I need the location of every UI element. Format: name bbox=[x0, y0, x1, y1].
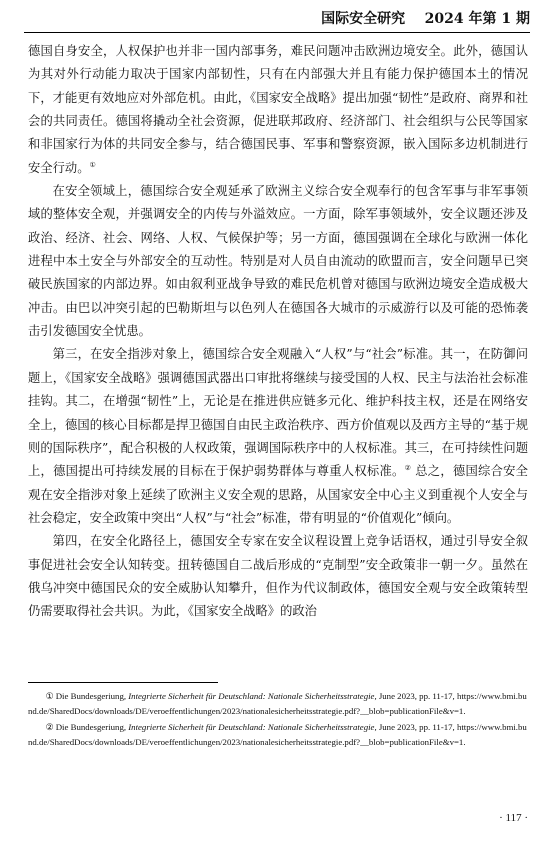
footnote-divider bbox=[28, 682, 218, 683]
footnote-title: Integrierte Sicherheit für Deutschland: Nationale Sicherheitsstrategie bbox=[128, 722, 375, 732]
footnotes bbox=[28, 689, 528, 751]
header-divider bbox=[24, 32, 530, 33]
paragraph-text: 在安全领域上，德国综合安全观延承了欧洲主义综合安全观奉行的包含军事与非军事领域的整体安全观，并强调安全的内传与外溢效应。一方面，除军事领域外，安全议题还涉及政治、经济、社会、网络、人权、气候保护等；另一方面，德国强调在全球化与欧洲一体化进程中本土安全与外部安全的互动性。特别是对人员自由流动的欧盟而言，安全问题早已突破民族国家的内部边界。如由叙利亚战争导致的难民危机曾对德国与欧洲边境安全造成极大冲击。由巴以冲突引起的巴勒斯坦与以色列人在德国各大城市的示威游行以及可能的恐怖袭击引发德国安全忧患。 bbox=[28, 184, 528, 339]
body-paragraph bbox=[28, 180, 528, 343]
paragraph-text: 第四，在安全化路径上，德国安全专家在安全议程设置上竞争话语权，通过引导安全叙事促进社会安全认知转变。扭转德国自二战后形成的“克制型”安全政策非一朝一夕。虽然在俄乌冲突中德国民众的安全威胁认知攀升，但作为代议制政体，德国安全观与安全政策转型仍需要取得社会共识。为此，《国家安全战略》的政治 bbox=[28, 534, 528, 619]
footnote-citation: , June 2023, pp. 11-17, https://www.bmi.bund.de/SharedDocs/downloads/DE/veroeffentlichungen/2023/nationalesicherheitsstrategie.pdf?__blob=publicationFile&v=1. bbox=[28, 691, 527, 716]
footnote-marker: ① bbox=[45, 691, 54, 701]
body-paragraph bbox=[28, 530, 528, 623]
paragraph-text: 德国自身安全，人权保护也并非一国内部事务，难民问题冲击欧洲边境安全。此外，德国认为其对外行动能力取决于国家内部韧性，只有在内部强大并且有能力保护德国本土的情况下，才能更有效地应对外部危机。由此，《国家安全战略》提出加强“韧性”是政府、商界和社会的共同责任。德国将撬动全社会资源，促进联邦政府、经济部门、社会组织与公民等国家和非国家行为体的共同安全参与，结合德国民事、军事和警察资源，嵌入国际多边机制进行安全行动。 bbox=[28, 44, 528, 175]
footnote-citation: , June 2023, pp. 11-17, https://www.bmi.bund.de/SharedDocs/downloads/DE/veroeffentlichungen/2023/nationalesicherheitsstrategie.pdf?__blob=publicationFile&v=1. bbox=[28, 722, 527, 747]
paragraph-text: 总之，德国综合安全观在安全指涉对象上延续了欧洲主义安全观的思路，从国家安全中心主义到重视个人安全与社会稳定，安全政策中突出“人权”与“社会”标准，带有明显的“价值观化”倾向。 bbox=[28, 464, 528, 525]
footnote-marker: ② bbox=[45, 722, 54, 732]
footnote bbox=[28, 689, 528, 718]
page-number: · 117 · bbox=[499, 812, 528, 824]
footnote-author: Die Bundesgeriung, bbox=[55, 691, 129, 701]
body-paragraph bbox=[28, 343, 528, 530]
body-text bbox=[28, 40, 528, 624]
footnote-ref[interactable]: ② bbox=[404, 464, 412, 473]
footnote bbox=[28, 720, 528, 749]
paragraph-text: 第三，在安全指涉对象上，德国综合安全观融入“人权”与“社会”标准。其一，在防御问题上，《国家安全战略》强调德国武器出口审批将继续与接受国的人权、民主与法治社会标准挂钩。其二，在增强“韧性”上，无论是在推进供应链多元化、维护科技主权，还是在网络安全上，德国的核心目标都是捍卫德国自由民主政治秩序、西方价值观以及西方主导的“基于规则的国际秩序”，配合积极的人权政策，强调国际秩序中的人权标准。其三，在可持续性问题上，德国提出可持续发展的目标在于保护弱势群体与尊重人权标准。 bbox=[28, 347, 528, 479]
footnote-ref[interactable]: ① bbox=[89, 160, 96, 169]
body-paragraph bbox=[28, 40, 528, 180]
footnote-title: Integrierte Sicherheit für Deutschland: Nationale Sicherheitsstrategie bbox=[128, 691, 375, 701]
journal-title: 国际安全研究 bbox=[321, 11, 406, 27]
running-header bbox=[24, 8, 530, 30]
footnote-author: Die Bundesgeriung, bbox=[55, 722, 129, 732]
issue-label: 2024 年第 1 期 bbox=[424, 11, 530, 27]
